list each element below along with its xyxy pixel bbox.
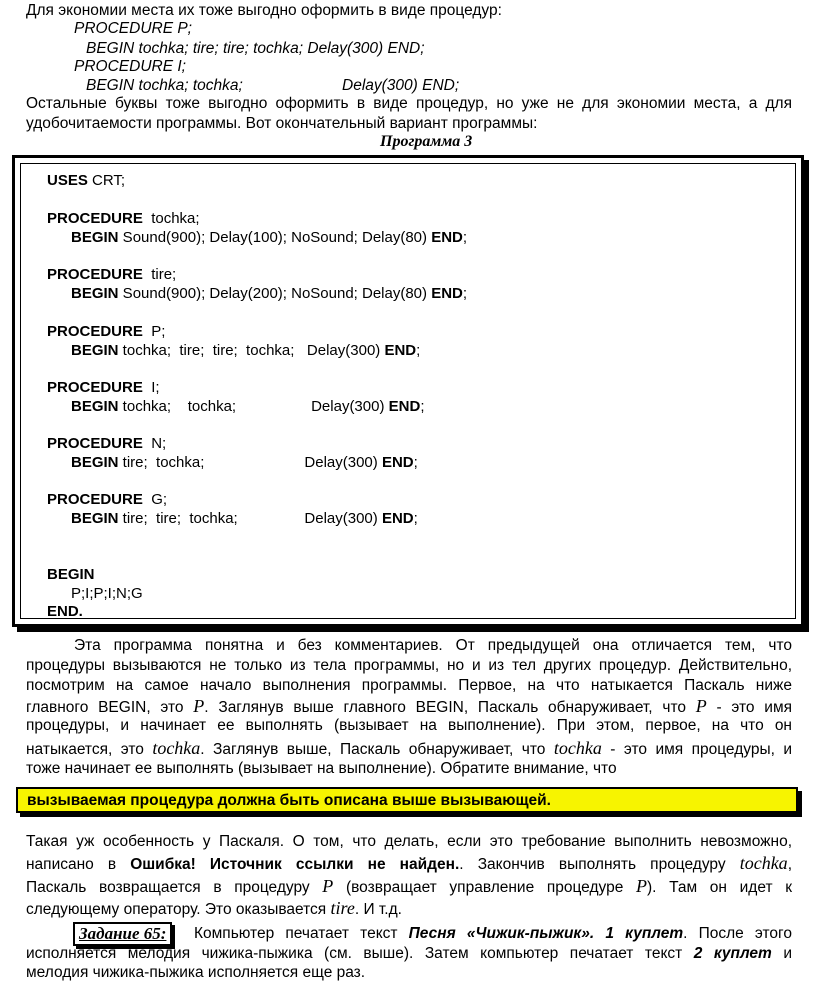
code-text: I; [142,379,160,396]
text-run: - это имя [706,699,793,716]
task-line [26,945,792,963]
intro-begin-i: BEGIN tochka; tochka; [86,77,243,94]
code-text: N; [142,435,167,452]
code-keyword: PROCEDURE [47,266,143,283]
text-run: - это имя процедуры, и [601,741,793,758]
broken-reference-link[interactable]: Ошибка! Источник ссылки не найден. [130,856,460,873]
code-keyword: END [431,229,463,246]
code-text: Sound(900); Delay(200); NoSound; Delay(80) [118,285,432,302]
highlighted-rule [16,787,798,813]
text-run: Компьютер печатает текст [194,925,409,942]
after-line [26,898,402,919]
code-text: tire; [142,266,177,283]
print-text: 2 куплет [693,945,772,962]
intro-proc-i: PROCEDURE I; [74,58,186,75]
procedure-name: tire [330,898,355,918]
code-main-end: END. [47,603,83,620]
code-text: P; [142,323,166,340]
text-run: Паскаль возвращается в процедуру [26,879,323,896]
explanation-line: Эта программа понятна и без комментариев. От предыдущей она отличается тем, что [74,637,792,654]
code-keyword: END [381,510,414,527]
code-text: Sound(900); Delay(100); NoSound; Delay(80) [118,229,432,246]
intro-paragraph-line: удобочитаемости программы. Вот окончательный вариант программы: [26,115,538,132]
code-proc-p [47,323,165,340]
code-keyword: PROCEDURE [47,323,143,340]
code-uses-line [47,172,125,189]
procedure-name: tochka [152,738,201,758]
code-text: ; [413,454,418,471]
code-text: tire; tire; tochka; Delay(300) [118,510,382,527]
procedure-name: tochka [553,738,602,758]
code-text: CRT; [87,172,126,189]
code-body-tire [71,285,467,302]
text-run: написано в [26,856,131,873]
text-run: . Заглянув выше, Паскаль обнаруживает, что [200,741,554,758]
code-text: ; [462,285,468,302]
code-keyword: BEGIN [71,285,119,302]
text-run: и [771,945,792,962]
code-text: tochka; [142,210,200,227]
after-line [26,876,792,897]
explanation-line: тоже начинает ее выполнять (вызывает на выполнение). Обратите внимание, что [26,760,617,777]
code-body-tochka [71,229,467,246]
code-proc-i [47,379,160,396]
after-line: Такая уж особенность у Паскаля. О том, что делать, если это требование выполнить невозможно, [26,833,792,850]
text-run: . И т.д. [354,901,402,918]
procedure-name: P [635,876,647,896]
code-text: ; [462,229,468,246]
text-run: (возвращает управление процедуре [333,879,636,896]
procedure-name: tochka [739,853,788,873]
intro-paragraph-line: Остальные буквы тоже выгодно оформить в виде процедур, но уже не для экономии места, а для [26,95,792,112]
code-text: G; [142,491,168,508]
code-text: ; [416,342,421,359]
code-keyword: PROCEDURE [47,210,143,227]
code-keyword: END [431,285,463,302]
after-line [26,853,792,874]
code-body-g [71,510,418,527]
code-keyword: END [388,398,421,415]
code-text: tochka; tire; tire; tochka; Delay(300) [118,342,385,359]
code-text: tochka; tochka; Delay(300) [118,398,389,415]
text-run: . После этого [683,925,792,942]
intro-line: Для экономии места их тоже выгодно оформить в виде процедур: [26,2,502,19]
explanation-line: процедуры, и начинает ее выполнять (вызывает на выполнение). При этом, первое, на что он [26,717,792,734]
explanation-line [26,738,792,759]
print-text: Песня «Чижик-пыжик». 1 куплет [408,925,684,942]
code-proc-n [47,435,166,452]
code-body-n [71,454,418,471]
program-title: Программа 3 [380,133,473,150]
code-keyword: BEGIN [71,398,119,415]
code-proc-g [47,491,167,508]
explanation-line [26,696,792,717]
procedure-name: P [695,696,707,716]
code-main-body: P;I;P;I;N;G [71,585,143,602]
explanation-line: процедуры вызываются не только из тела программы, но и из тел других процедур. Действительно, [26,657,792,674]
explanation-line: посмотрим на самое начало выполнения программы. Первое, на что натыкается Паскаль ниже [26,677,792,694]
code-text: ; [413,510,418,527]
task-label: Задание 65: [73,922,172,946]
code-keyword: USES [47,172,88,189]
code-keyword: END [381,454,414,471]
code-main-begin: BEGIN [47,566,95,583]
text-run: . Закончив выполнять процедуру [459,856,740,873]
code-text: ; [420,398,425,415]
code-body-i [71,398,424,415]
code-keyword: END [384,342,417,359]
code-listing-box [12,155,804,627]
procedure-name: P [322,876,334,896]
code-keyword: PROCEDURE [47,379,143,396]
text-run: . Заглянув выше главного BEGIN, Паскаль обнаруживает, что [204,699,696,716]
code-keyword: PROCEDURE [47,491,143,508]
text-run: следующему оператору. Это оказывается [26,901,331,918]
code-keyword: BEGIN [71,229,119,246]
text-run: натыкается, это [26,741,153,758]
intro-proc-p: PROCEDURE P; [74,20,192,37]
intro-begin-i-delay: Delay(300) END; [342,77,460,94]
code-listing-frame [20,163,796,619]
code-proc-tochka [47,210,200,227]
code-keyword: BEGIN [71,454,119,471]
code-text: tire; tochka; Delay(300) [118,454,382,471]
task-line [194,925,792,943]
task-line: мелодия чижика-пыжика исполняется еще раз. [26,964,366,981]
text-run: , [787,856,792,873]
text-run: главного BEGIN, это [26,699,194,716]
intro-begin-p: BEGIN tochka; tire; tire; tochka; Delay(300) END; [86,40,425,57]
text-run: ). Там он идет к [646,879,792,896]
procedure-name: P [193,696,205,716]
code-proc-tire [47,266,176,283]
code-keyword: PROCEDURE [47,435,143,452]
highlighted-rule-text: вызываемая процедура должна быть описана выше вызывающей. [27,792,551,809]
code-body-p [71,342,420,359]
text-run: исполняется мелодия чижика-пыжика (см. выше). Затем компьютер печатает текст [26,945,694,962]
code-keyword: BEGIN [71,342,119,359]
code-keyword: BEGIN [71,510,119,527]
